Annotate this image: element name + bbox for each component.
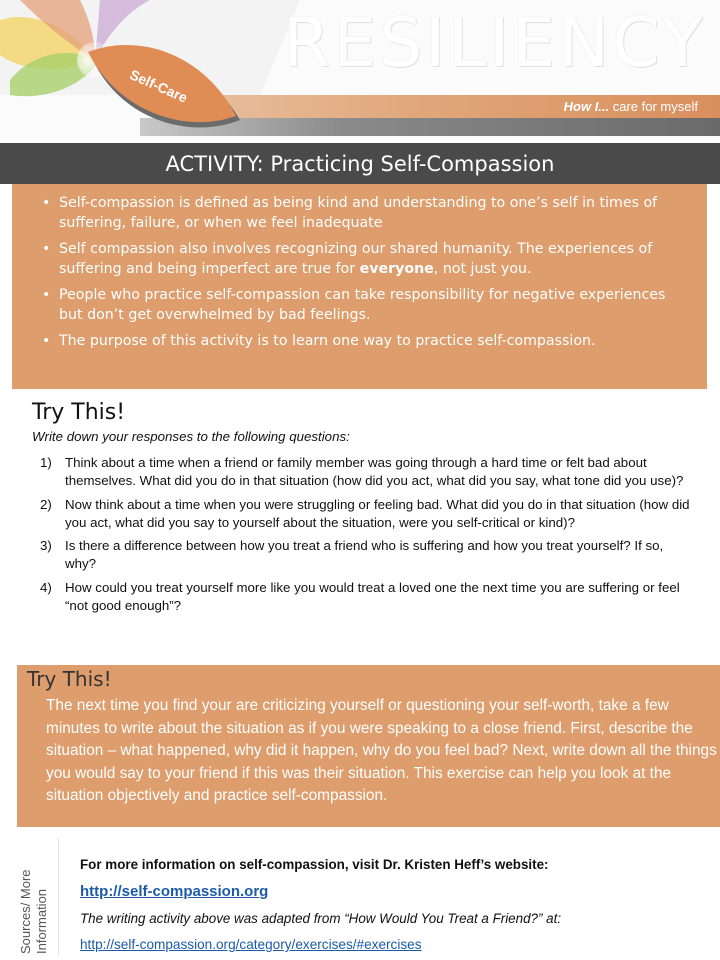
exercises-link[interactable]: http://self-compassion.org/category/exercises/#exercises [80,937,422,952]
question-item [40,454,690,490]
page-title: ACTIVITY: Practicing Self-Compassion [165,151,555,176]
tagline-text: care for myself [609,99,698,114]
exercise-box [17,665,720,827]
question-number: 2) [40,496,52,512]
question-text: Is there a difference between how you treat a friend who is suffering and how you treat yourself? If so, why? [65,538,664,571]
brand-wordmark: RESILIENCY [283,4,707,83]
source-info-text: For more information on self-compassion, visit Dr. Kristen Heff’s website: [80,857,549,872]
info-box [12,184,707,389]
question-number: 1) [40,455,52,470]
info-bullet-emphasis: everyone [359,261,434,277]
category-badge: Self-Care [127,66,191,106]
try-this-intro: Write down your responses to the following questions: [32,429,350,444]
info-bullet: • Self-compassion is defined as being kind and understanding to one’s self in times of suffering, failure, or when we feel inadequate [59,193,687,233]
question-item [40,579,690,615]
info-bullet-list [12,184,707,351]
sources-label-text: Sources/ More Information [18,869,49,954]
self-compassion-link[interactable]: http://self-compassion.org [80,883,269,900]
try-this-heading: Try This! [32,400,126,425]
tagline-emphasis: How I... [563,99,610,114]
source-attribution-text: The writing activity above was adapted from “How Would You Treat a Friend?” at: [80,911,562,926]
header-tagline [564,99,698,114]
question-number: 4) [40,579,52,595]
activity-title-bar [0,143,720,184]
question-item [40,496,690,532]
question-number: 3) [40,538,52,553]
question-item [40,537,690,573]
sources-label [14,850,58,955]
question-text: How could you treat yourself more like you would treat a loved one the next time you are suffering or feel “not good enough”? [65,579,680,613]
sources-divider [58,838,59,956]
page-header [0,0,720,140]
question-list [40,454,690,620]
info-bullet-text: Self compassion also involves recognizing our shared humanity. The experiences of suffering and being imperfect are true for [59,241,653,277]
info-bullet [59,239,687,279]
exercise-text: The next time you find your are criticizing yourself or questioning your self-worth, take a few minutes to write about the situation as if you were speaking to a close friend. First, describe the situation – what happened, why did it happen, why do you feel bad? Next, write down all the things you would say to your friend if this was their situation. This exercise can help you look at the situation objectively and practice self-compassion. [46,697,717,804]
question-text: Now think about a time when you were struggling or feeling bad. What did you do in that situation (how did you act, what did you say to yourself about the situation, were you self-critical or kind)? [65,496,690,530]
info-bullet-text: , not just you. [433,261,532,277]
exercise-heading: Try This! [27,667,112,691]
info-bullet: • People who practice self-compassion can take responsibility for negative experiences but don’t get overwhelmed by bad feelings. [59,285,687,325]
question-text: Think about a time when a friend or family member was going through a hard time or felt bad about themselves. What did you do in that situation (how did you act, what did you say, what tone did you use)? [65,455,684,488]
info-bullet: • The purpose of this activity is to learn one way to practice self-compassion. [59,331,687,351]
